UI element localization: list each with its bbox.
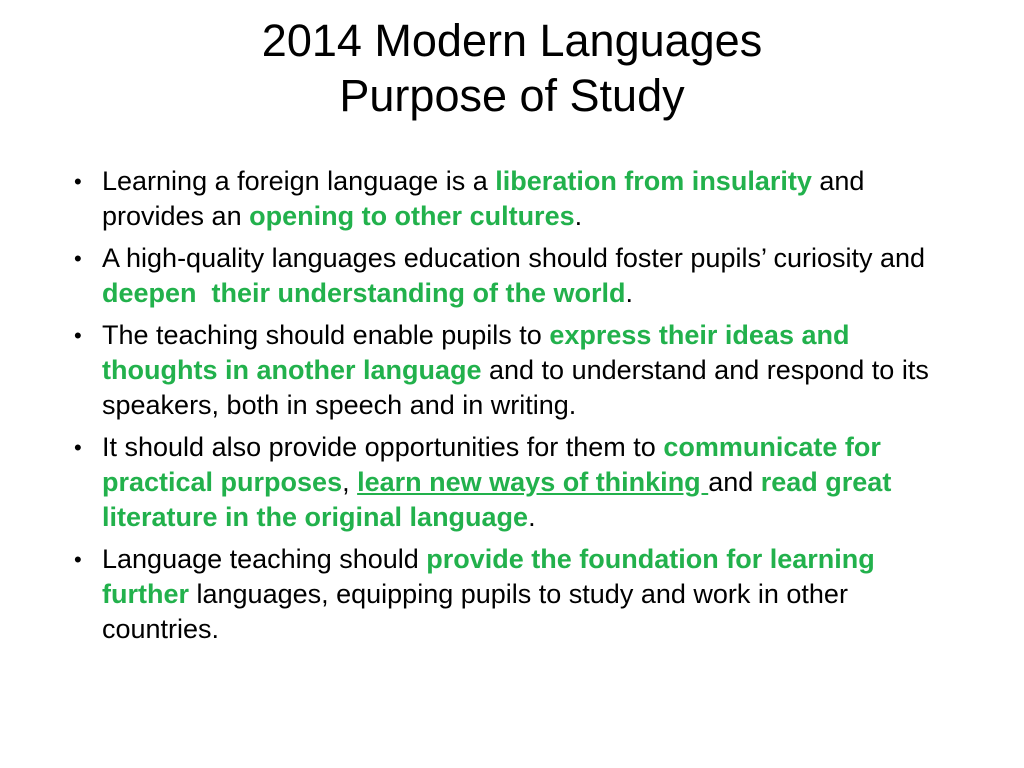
bullet-item-2 [72,241,962,311]
highlight-text: communicate for practical purposes [102,432,881,497]
bullet-text: . [574,201,583,231]
bullet-text: , [342,467,358,497]
bullet-item-3 [72,318,962,423]
highlight-text: opening to other cultures [249,201,575,231]
highlight-text: express their ideas and thoughts in another language [102,320,850,385]
bullet-item-4 [72,430,962,535]
bullet-text: languages, equipping pupils to study and work in other countries. [102,579,848,644]
bullet-text: The teaching should enable pupils to [102,320,550,350]
bullet-icon: • [74,547,82,572]
title-line-2: Purpose of Study [339,69,685,121]
bullet-icon: • [74,435,82,460]
slide-title [0,14,1024,124]
bullet-text: . [528,502,536,532]
underlined-highlight-text: learn new ways of thinking [357,467,709,497]
bullet-text: . [625,278,634,308]
highlight-text: deepen their understanding of the world [102,278,626,308]
bullet-item-1 [72,164,962,234]
bullet-text: A high-quality languages education should foster pupils’ curiosity and [102,243,926,273]
bullet-text: and [708,467,761,497]
highlight-text: read great literature in the original language [102,467,892,532]
bullet-list [72,164,962,654]
title-line-1: 2014 Modern Languages [261,15,763,66]
bullet-icon: • [74,169,82,194]
highlight-text: liberation from insularity [495,166,812,196]
bullet-icon: • [74,323,82,348]
highlight-text: provide the foundation for learning further [102,544,875,609]
bullet-text: and to understand and respond to its speakers, both in speech and in writing. [102,355,929,420]
bullet-text: and provides an [102,166,865,231]
bullet-text: It should also provide opportunities for them to [102,432,664,462]
bullet-icon: • [74,246,82,271]
bullet-text: Learning a foreign language is a [102,166,496,196]
bullet-item-5 [72,542,962,647]
bullet-text: Language teaching should [102,544,427,574]
